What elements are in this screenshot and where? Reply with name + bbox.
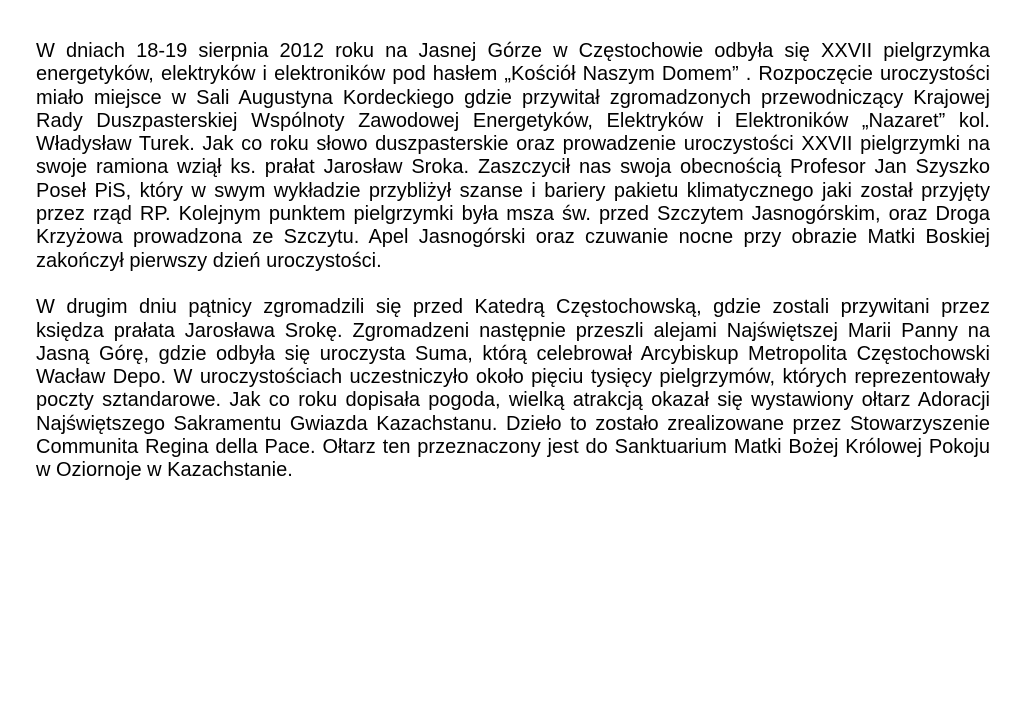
paragraph-day-one: W dniach 18-19 sierpnia 2012 roku na Jasnej Górze w Częstochowie odbyła się XXVII pielgrzymka energetyków, elektryków i elektroników pod hasłem „Kościół Naszym Domem” . Rozpoczęcie uroczystości miało miejsce w Sali Augustyna Kordeckiego gdzie przywitał zgromadzonych przewodniczący Krajowej Rady Duszpasterskiej Wspólnoty Zawodowej Energetyków, Elektryków i Elektroników „Nazaret” kol. Władysław Turek. Jak co roku słowo duszpasterskie oraz prowadzenie uroczystości XXVII pielgrzymki na swoje ramiona wziął ks. prałat Jarosław Sroka. Zaszczycił nas swoja obecnością Profesor Jan Szyszko Poseł PiS, który w swym wykładzie przybliżył szanse i bariery pakietu klimatycznego jaki został przyjęty przez rząd RP. Kolejnym punktem pielgrzymki była msza św. przed Szczytem Jasnogórskim, oraz Droga Krzyżowa prowadzona ze Szczytu. Apel Jasnogórski oraz czuwanie nocne przy obrazie Matki Boskiej zakończył pierwszy dzień uroczystości. — [36, 40, 990, 272]
document-page — [36, 40, 990, 483]
paragraph-day-two: W drugim dniu pątnicy zgromadzili się przed Katedrą Częstochowską, gdzie zostali przywitani przez księdza prałata Jarosława Srokę. Zgromadzeni następnie przeszli alejami Najświętszej Marii Panny na Jasną Górę, gdzie odbyła się uroczysta Suma, którą celebrował Arcybiskup Metropolita Częstochowski Wacław Depo. W uroczystościach uczestniczyło około pięciu tysięcy pielgrzymów, których reprezentowały poczty sztandarowe. Jak co roku dopisała pogoda, wielką atrakcją okazał się wystawiony ołtarz Adoracji Najświętszego Sakramentu Gwiazda Kazachstanu. Dzieło to zostało zrealizowane przez Stowarzyszenie Communita Regina della Pace. Ołtarz ten przeznaczony jest do Sanktuarium Matki Bożej Królowej Pokoju w Oziornoje w Kazachstanie. — [36, 296, 990, 482]
